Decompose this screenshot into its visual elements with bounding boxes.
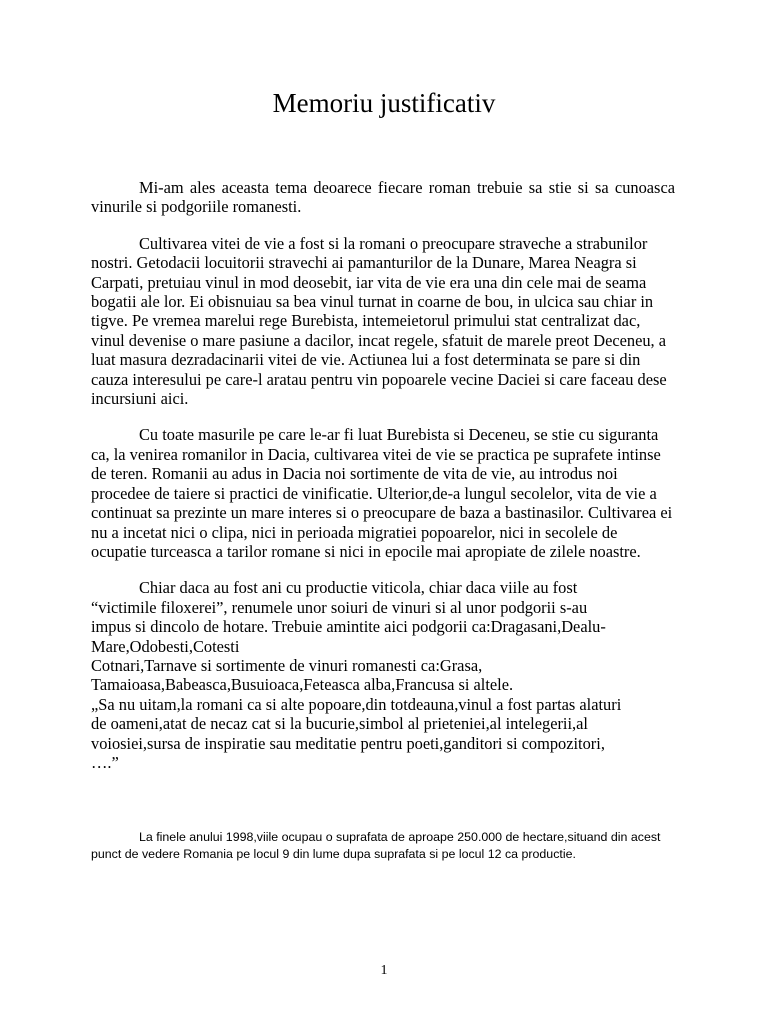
paragraph-history-dacia: Cultivarea vitei de vie a fost si la romani o preocupare straveche a strabunilor nostri. Getodacii locuitorii stravechi ai pamanturilor de la Dunare, Marea Neagra si Carpati, pretuiau vinul in mod deosebit, iar vita de vie era una din cele mai de seama bogatii ale lor. Ei obisnuiau sa bea vinul turnat in coarne de bou, in ulcica sau chiar in tigve. Pe vremea marelui rege Burebista, intemeietorul primului stat centralizat dac, vinul devenise o mare pasiune a dacilor, incat regele, sfatuit de marele preot Deceneu, a luat masura dezradacinarii vitei de vie. Actiunea lui a fost determinata se pare si din cauza interesului pe care-l aratau pentru vin popoarele vecine Daciei si care faceau dese incursiuni aici. xyxy=(91,233,667,409)
paragraph-line: Chiar daca au fost ani cu productie viticola, chiar daca viile au fost xyxy=(139,578,578,598)
paragraph-line: “victimile filoxerei”, renumele unor soiuri de vinuri si al unor podgorii s-au xyxy=(91,597,588,617)
paragraph-line: Mare,Odobesti,Cotesti xyxy=(91,636,240,656)
paragraph-vineyards xyxy=(91,578,675,772)
paragraph-line: Cotnari,Tarnave si sortimente de vinuri romanesti ca:Grasa, xyxy=(91,655,483,675)
paragraph-line: ….” xyxy=(91,752,119,772)
paragraph-intro: Mi-am ales aceasta tema deoarece fiecare roman trebuie sa stie si sa cunoasca vinurile si podgoriile romanesti. xyxy=(91,178,675,217)
paragraph-line: impus si dincolo de hotare. Trebuie amintite aici podgorii ca:Dragasani,Dealu- xyxy=(91,617,606,637)
document-title: Memoriu justificativ xyxy=(272,88,496,118)
paragraph-line: Tamaioasa,Babeasca,Busuioaca,Feteasca alba,Francusa si altele. xyxy=(91,675,514,695)
paragraph-line: „Sa nu uitam,la romani ca si alte popoare,din totdeauna,vinul a fost partas alaturi xyxy=(91,694,622,714)
paragraph-line: voiosiei,sursa de inspiratie sau meditatie pentru poeti,ganditori si compozitori, xyxy=(91,733,605,753)
page-number: 1 xyxy=(380,963,388,978)
paragraph-line: de oameni,atat de necaz cat si la bucurie,simbol al prieteniei,al intelegerii,al xyxy=(91,714,588,734)
footnote-paragraph: La finele anului 1998,viile ocupau o suprafata de aproape 250.000 de hectare,situand din acest punct de vedere Romania pe locul 9 din lume dupa suprafata si pe locul 12 ca productie. xyxy=(91,830,661,861)
document-body xyxy=(91,178,675,789)
paragraph-roman-era: Cu toate masurile pe care le-ar fi luat Burebista si Deceneu, se stie cu siguranta ca, la venirea romanilor in Dacia, cultivarea vitei de vie se practica pe suprafete intinse de teren. Romanii au adus in Dacia noi sortimente de vita de vie, au introdus noi procedee de taiere si practici de vinificatie. Ulterior,de-a lungul secolelor, vita de vie a continuat sa prezinte un mare interes si o preocupare de baza a bastinasilor. Cultivarea ei nu a incetat nici o clipa, nici in perioada migratiei popoarelor, nici in secolele de ocupatie turceasca a tarilor romane si nici in epocile mai apropiate de zilele noastre. xyxy=(91,425,673,561)
